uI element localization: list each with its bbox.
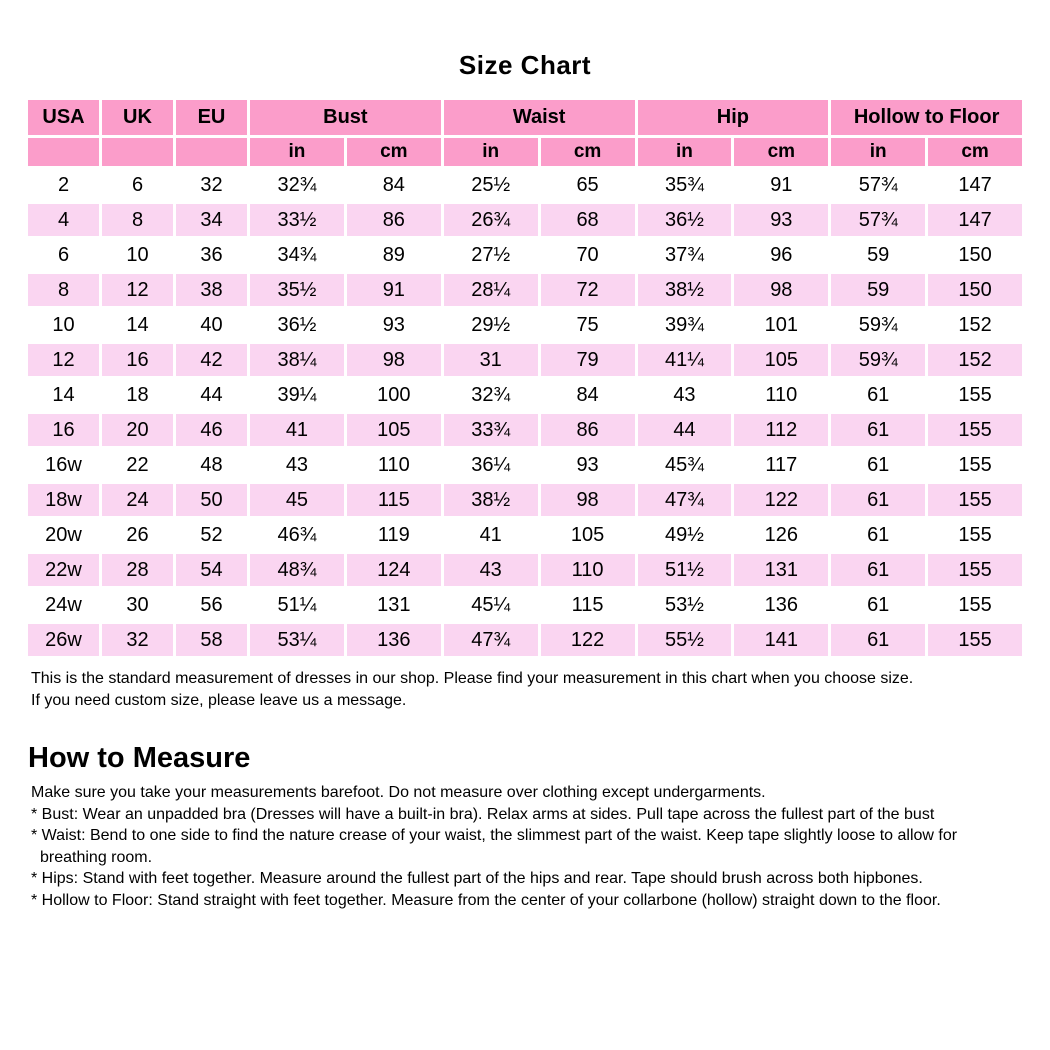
cell-hollow-cm: 155 bbox=[928, 484, 1022, 516]
cell-waist-cm: 115 bbox=[541, 589, 635, 621]
cell-waist-in: 47¾ bbox=[444, 624, 538, 656]
cell-uk: 8 bbox=[102, 204, 173, 236]
cell-waist-cm: 122 bbox=[541, 624, 635, 656]
cell-hollow-in: 61 bbox=[831, 414, 925, 446]
cell-hollow-cm: 147 bbox=[928, 169, 1022, 201]
cell-eu: 32 bbox=[176, 169, 247, 201]
cell-waist-in: 26¾ bbox=[444, 204, 538, 236]
cell-bust-cm: 100 bbox=[347, 379, 441, 411]
measure-items bbox=[31, 804, 1022, 912]
note-line-2: If you need custom size, please leave us a message. bbox=[31, 692, 407, 709]
cell-bust-in: 43 bbox=[250, 449, 344, 481]
table-row bbox=[28, 309, 1022, 341]
cell-uk: 18 bbox=[102, 379, 173, 411]
table-row bbox=[28, 624, 1022, 656]
cell-hollow-cm: 150 bbox=[928, 274, 1022, 306]
cell-hip-in: 41¼ bbox=[638, 344, 732, 376]
col-header-uk: UK bbox=[102, 100, 173, 135]
cell-hollow-in: 61 bbox=[831, 589, 925, 621]
size-chart-page bbox=[0, 50, 1050, 911]
cell-uk: 26 bbox=[102, 519, 173, 551]
cell-waist-cm: 75 bbox=[541, 309, 635, 341]
cell-bust-in: 38¼ bbox=[250, 344, 344, 376]
cell-hollow-in: 57¾ bbox=[831, 204, 925, 236]
cell-waist-in: 25½ bbox=[444, 169, 538, 201]
cell-hip-cm: 110 bbox=[734, 379, 828, 411]
cell-bust-cm: 93 bbox=[347, 309, 441, 341]
unit-row bbox=[28, 138, 1022, 166]
cell-usa: 26w bbox=[28, 624, 99, 656]
cell-hip-in: 43 bbox=[638, 379, 732, 411]
cell-usa: 16 bbox=[28, 414, 99, 446]
cell-waist-cm: 93 bbox=[541, 449, 635, 481]
cell-hollow-in: 61 bbox=[831, 624, 925, 656]
cell-waist-cm: 105 bbox=[541, 519, 635, 551]
col-header-eu: EU bbox=[176, 100, 247, 135]
cell-waist-cm: 70 bbox=[541, 239, 635, 271]
cell-uk: 28 bbox=[102, 554, 173, 586]
cell-uk: 16 bbox=[102, 344, 173, 376]
cell-bust-in: 33½ bbox=[250, 204, 344, 236]
cell-waist-in: 38½ bbox=[444, 484, 538, 516]
cell-hip-cm: 96 bbox=[734, 239, 828, 271]
how-to-measure-heading: How to Measure bbox=[28, 742, 251, 774]
cell-bust-cm: 136 bbox=[347, 624, 441, 656]
cell-hip-cm: 136 bbox=[734, 589, 828, 621]
unit-hip-cm: cm bbox=[734, 138, 828, 166]
cell-hollow-cm: 155 bbox=[928, 449, 1022, 481]
cell-bust-cm: 110 bbox=[347, 449, 441, 481]
cell-uk: 20 bbox=[102, 414, 173, 446]
cell-eu: 46 bbox=[176, 414, 247, 446]
measure-intro: Make sure you take your measurements barefoot. Do not measure over clothing except undergarments. bbox=[31, 784, 766, 801]
cell-hollow-in: 61 bbox=[831, 519, 925, 551]
unit-waist-cm: cm bbox=[541, 138, 635, 166]
cell-hip-cm: 141 bbox=[734, 624, 828, 656]
cell-usa: 4 bbox=[28, 204, 99, 236]
cell-hip-in: 38½ bbox=[638, 274, 732, 306]
cell-hollow-cm: 155 bbox=[928, 519, 1022, 551]
cell-eu: 48 bbox=[176, 449, 247, 481]
cell-hip-in: 51½ bbox=[638, 554, 732, 586]
cell-hollow-in: 61 bbox=[831, 449, 925, 481]
cell-waist-in: 27½ bbox=[444, 239, 538, 271]
cell-hollow-in: 57¾ bbox=[831, 169, 925, 201]
table-row bbox=[28, 344, 1022, 376]
cell-hollow-in: 61 bbox=[831, 484, 925, 516]
table-row bbox=[28, 519, 1022, 551]
unit-hollow-in: in bbox=[831, 138, 925, 166]
cell-bust-in: 45 bbox=[250, 484, 344, 516]
col-header-hip: Hip bbox=[638, 100, 829, 135]
size-table-body bbox=[28, 169, 1022, 656]
cell-bust-in: 48¾ bbox=[250, 554, 344, 586]
cell-waist-in: 32¾ bbox=[444, 379, 538, 411]
cell-uk: 32 bbox=[102, 624, 173, 656]
cell-bust-cm: 131 bbox=[347, 589, 441, 621]
table-row bbox=[28, 239, 1022, 271]
cell-usa: 24w bbox=[28, 589, 99, 621]
cell-eu: 34 bbox=[176, 204, 247, 236]
cell-hip-cm: 93 bbox=[734, 204, 828, 236]
cell-hollow-cm: 155 bbox=[928, 554, 1022, 586]
measure-item: * Bust: Wear an unpadded bra (Dresses will have a built-in bra). Relax arms at sides. Pull tape across the fullest part of the bust bbox=[31, 805, 935, 823]
cell-bust-in: 51¼ bbox=[250, 589, 344, 621]
table-row bbox=[28, 274, 1022, 306]
cell-bust-cm: 115 bbox=[347, 484, 441, 516]
cell-waist-in: 33¾ bbox=[444, 414, 538, 446]
column-group-row bbox=[28, 100, 1022, 135]
cell-waist-in: 45¼ bbox=[444, 589, 538, 621]
cell-usa: 18w bbox=[28, 484, 99, 516]
cell-hip-in: 45¾ bbox=[638, 449, 732, 481]
cell-hollow-in: 61 bbox=[831, 554, 925, 586]
cell-eu: 58 bbox=[176, 624, 247, 656]
cell-waist-cm: 84 bbox=[541, 379, 635, 411]
cell-waist-in: 28¼ bbox=[444, 274, 538, 306]
cell-bust-in: 41 bbox=[250, 414, 344, 446]
unit-hollow-cm: cm bbox=[928, 138, 1022, 166]
unit-waist-in: in bbox=[444, 138, 538, 166]
cell-bust-in: 35½ bbox=[250, 274, 344, 306]
cell-usa: 12 bbox=[28, 344, 99, 376]
cell-bust-cm: 89 bbox=[347, 239, 441, 271]
measure-item: * Waist: Bend to one side to find the nature crease of your waist, the slimmest part of the waist. Keep tape slightly loose to allow for breathing room. bbox=[31, 827, 958, 866]
cell-eu: 44 bbox=[176, 379, 247, 411]
standard-measurement-notes bbox=[31, 668, 1022, 712]
table-row bbox=[28, 379, 1022, 411]
cell-hollow-cm: 155 bbox=[928, 624, 1022, 656]
cell-hip-in: 44 bbox=[638, 414, 732, 446]
cell-waist-cm: 72 bbox=[541, 274, 635, 306]
cell-usa: 20w bbox=[28, 519, 99, 551]
cell-hip-cm: 117 bbox=[734, 449, 828, 481]
cell-usa: 8 bbox=[28, 274, 99, 306]
cell-hip-cm: 105 bbox=[734, 344, 828, 376]
cell-hip-cm: 91 bbox=[734, 169, 828, 201]
cell-uk: 22 bbox=[102, 449, 173, 481]
cell-uk: 30 bbox=[102, 589, 173, 621]
table-row bbox=[28, 169, 1022, 201]
cell-bust-cm: 84 bbox=[347, 169, 441, 201]
table-header bbox=[28, 100, 1022, 166]
cell-eu: 38 bbox=[176, 274, 247, 306]
cell-hip-in: 36½ bbox=[638, 204, 732, 236]
table-row bbox=[28, 204, 1022, 236]
cell-bust-in: 46¾ bbox=[250, 519, 344, 551]
size-chart-table bbox=[25, 97, 1025, 659]
cell-hip-in: 35¾ bbox=[638, 169, 732, 201]
cell-hip-in: 49½ bbox=[638, 519, 732, 551]
cell-usa: 6 bbox=[28, 239, 99, 271]
cell-uk: 14 bbox=[102, 309, 173, 341]
table-row bbox=[28, 414, 1022, 446]
cell-usa: 14 bbox=[28, 379, 99, 411]
cell-waist-in: 41 bbox=[444, 519, 538, 551]
unit-bust-cm: cm bbox=[347, 138, 441, 166]
cell-hip-cm: 126 bbox=[734, 519, 828, 551]
cell-hollow-cm: 155 bbox=[928, 414, 1022, 446]
table-row bbox=[28, 589, 1022, 621]
cell-bust-cm: 119 bbox=[347, 519, 441, 551]
cell-bust-in: 34¾ bbox=[250, 239, 344, 271]
cell-bust-in: 53¼ bbox=[250, 624, 344, 656]
unit-bust-in: in bbox=[250, 138, 344, 166]
cell-hip-in: 37¾ bbox=[638, 239, 732, 271]
cell-waist-in: 43 bbox=[444, 554, 538, 586]
cell-hollow-cm: 152 bbox=[928, 309, 1022, 341]
cell-hip-cm: 98 bbox=[734, 274, 828, 306]
cell-waist-cm: 110 bbox=[541, 554, 635, 586]
cell-eu: 50 bbox=[176, 484, 247, 516]
cell-hip-cm: 101 bbox=[734, 309, 828, 341]
cell-eu: 54 bbox=[176, 554, 247, 586]
cell-usa: 10 bbox=[28, 309, 99, 341]
cell-hip-in: 39¾ bbox=[638, 309, 732, 341]
cell-hip-cm: 122 bbox=[734, 484, 828, 516]
cell-uk: 10 bbox=[102, 239, 173, 271]
cell-waist-cm: 68 bbox=[541, 204, 635, 236]
cell-hollow-cm: 155 bbox=[928, 379, 1022, 411]
page-title: Size Chart bbox=[458, 50, 592, 80]
unit-hip-in: in bbox=[638, 138, 732, 166]
cell-hollow-in: 59¾ bbox=[831, 309, 925, 341]
unit-spacer bbox=[176, 138, 247, 166]
cell-eu: 56 bbox=[176, 589, 247, 621]
cell-uk: 6 bbox=[102, 169, 173, 201]
cell-hip-in: 55½ bbox=[638, 624, 732, 656]
cell-usa: 22w bbox=[28, 554, 99, 586]
cell-bust-cm: 124 bbox=[347, 554, 441, 586]
cell-uk: 24 bbox=[102, 484, 173, 516]
cell-hollow-in: 61 bbox=[831, 379, 925, 411]
cell-hollow-in: 59 bbox=[831, 274, 925, 306]
cell-waist-cm: 65 bbox=[541, 169, 635, 201]
cell-uk: 12 bbox=[102, 274, 173, 306]
unit-spacer bbox=[102, 138, 173, 166]
cell-bust-cm: 91 bbox=[347, 274, 441, 306]
cell-eu: 36 bbox=[176, 239, 247, 271]
table-row bbox=[28, 449, 1022, 481]
col-header-hollow-to-floor: Hollow to Floor bbox=[831, 100, 1022, 135]
cell-usa: 2 bbox=[28, 169, 99, 201]
cell-eu: 52 bbox=[176, 519, 247, 551]
cell-usa: 16w bbox=[28, 449, 99, 481]
col-header-usa: USA bbox=[28, 100, 99, 135]
measure-item: * Hips: Stand with feet together. Measure around the fullest part of the hips and rear. Tape should brush across both hipbones. bbox=[31, 870, 923, 887]
cell-bust-cm: 105 bbox=[347, 414, 441, 446]
cell-bust-in: 36½ bbox=[250, 309, 344, 341]
cell-bust-in: 32¾ bbox=[250, 169, 344, 201]
table-row bbox=[28, 484, 1022, 516]
col-header-bust: Bust bbox=[250, 100, 441, 135]
cell-waist-in: 29½ bbox=[444, 309, 538, 341]
cell-waist-in: 36¼ bbox=[444, 449, 538, 481]
col-header-waist: Waist bbox=[444, 100, 635, 135]
cell-eu: 42 bbox=[176, 344, 247, 376]
cell-waist-cm: 79 bbox=[541, 344, 635, 376]
cell-hip-cm: 131 bbox=[734, 554, 828, 586]
cell-hip-in: 53½ bbox=[638, 589, 732, 621]
cell-bust-cm: 98 bbox=[347, 344, 441, 376]
cell-waist-cm: 98 bbox=[541, 484, 635, 516]
cell-bust-cm: 86 bbox=[347, 204, 441, 236]
cell-hip-in: 47¾ bbox=[638, 484, 732, 516]
cell-bust-in: 39¼ bbox=[250, 379, 344, 411]
cell-eu: 40 bbox=[176, 309, 247, 341]
cell-waist-cm: 86 bbox=[541, 414, 635, 446]
cell-hollow-cm: 155 bbox=[928, 589, 1022, 621]
unit-spacer bbox=[28, 138, 99, 166]
cell-waist-in: 31 bbox=[444, 344, 538, 376]
cell-hip-cm: 112 bbox=[734, 414, 828, 446]
cell-hollow-cm: 150 bbox=[928, 239, 1022, 271]
table-row bbox=[28, 554, 1022, 586]
how-to-measure-section bbox=[31, 782, 1022, 911]
cell-hollow-in: 59¾ bbox=[831, 344, 925, 376]
note-line-1: This is the standard measurement of dresses in our shop. Please find your measurement in this chart when you choose size. bbox=[31, 670, 914, 687]
measure-item: * Hollow to Floor: Stand straight with feet together. Measure from the center of your collarbone (hollow) straight down to the floor. bbox=[31, 891, 941, 909]
cell-hollow-in: 59 bbox=[831, 239, 925, 271]
cell-hollow-cm: 152 bbox=[928, 344, 1022, 376]
cell-hollow-cm: 147 bbox=[928, 204, 1022, 236]
